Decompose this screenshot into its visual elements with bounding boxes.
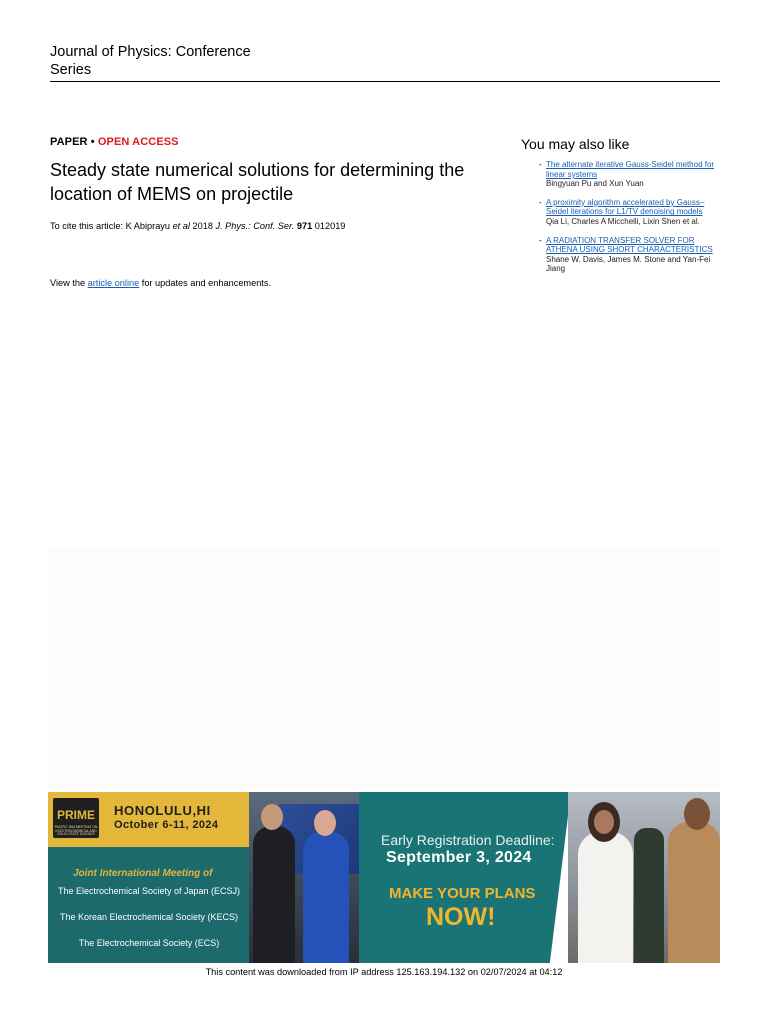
related-link[interactable]: A RADIATION TRANSFER SOLVER FOR ATHENA USING SHORT CHARACTERISTICS xyxy=(546,235,713,255)
banner-society: The Korean Electrochemical Society (KECS) xyxy=(59,912,239,922)
photo-person-head xyxy=(684,798,710,830)
journal-title: Journal of Physics: Conference Series xyxy=(50,44,251,78)
related-item xyxy=(521,160,721,189)
citation-line xyxy=(50,221,500,231)
cite-journal: J. Phys.: Conf. Ser. xyxy=(215,221,295,231)
banner-gold-strip xyxy=(48,792,249,847)
article-title: Steady state numerical solutions for determining the location of MEMS on projectile xyxy=(50,160,465,204)
banner-center-panel xyxy=(359,792,571,963)
sidebar-title: You may also like xyxy=(521,136,630,152)
photo-person xyxy=(253,826,295,963)
banner-dates: October 6-11, 2024 xyxy=(114,819,219,831)
prime-logo-subtitle: PACIFIC RIM MEETING ON ELECTROCHEMICAL AND SOLID STATE SCIENCE xyxy=(54,825,98,837)
banner-photo-networking xyxy=(568,792,720,963)
article-online-link[interactable]: article online xyxy=(87,278,140,288)
empty-ad-area xyxy=(48,548,720,788)
download-note: This content was downloaded from IP address 125.163.194.132 on 02/07/2024 at 04:12 xyxy=(205,967,563,977)
related-item xyxy=(521,236,721,274)
paper-type-line xyxy=(50,136,500,148)
photo-person xyxy=(668,822,720,963)
article-info xyxy=(50,136,500,288)
banner-now: NOW! xyxy=(426,903,496,931)
banner-city: HONOLULU,HI xyxy=(114,803,211,818)
related-authors: Shane W. Davis, James M. Stone and Yan-Fei Jiang xyxy=(546,254,711,274)
cite-etal: et al xyxy=(172,221,190,231)
related-link[interactable]: The alternate iterative Gauss-Seidel method for linear systems xyxy=(546,160,715,179)
view-prefix: View the xyxy=(50,278,88,288)
cite-prefix: To cite this article: K Abiprayu xyxy=(50,221,173,231)
list-dash: - xyxy=(539,160,542,169)
cite-article-number: 012019 xyxy=(312,221,346,231)
view-online-line xyxy=(50,278,500,288)
related-item xyxy=(521,198,721,227)
related-articles-sidebar xyxy=(521,136,721,283)
photo-person xyxy=(634,828,664,963)
paper-type-label: PAPER xyxy=(50,136,88,148)
journal-header xyxy=(50,43,720,82)
related-authors: Bingyuan Pu and Xun Yuan xyxy=(546,179,644,189)
photo-person-head xyxy=(594,810,614,834)
photo-person xyxy=(578,832,633,963)
cite-year: 2018 xyxy=(189,221,216,231)
banner-joint-meeting: Joint International Meeting of xyxy=(73,868,213,879)
banner-deadline-date: September 3, 2024 xyxy=(386,849,532,866)
banner-make-plans: MAKE YOUR PLANS xyxy=(389,885,536,902)
open-access-label: OPEN ACCESS xyxy=(97,136,179,148)
prime-logo: PRIME xyxy=(53,798,99,838)
cite-volume: 971 xyxy=(296,221,313,231)
banner-photo-attendees xyxy=(249,792,359,963)
banner-society: The Electrochemical Society of Japan (ECSJ) xyxy=(57,886,241,896)
related-authors: Qia Li, Charles A Micchelli, Lixin Shen et al. xyxy=(546,216,700,226)
banner-left-panel xyxy=(48,792,249,963)
type-separator: • xyxy=(87,136,98,148)
photo-person-head xyxy=(261,804,283,830)
photo-person xyxy=(303,832,349,963)
banner-society: The Electrochemical Society (ECS) xyxy=(78,938,220,948)
photo-person-head xyxy=(314,810,336,836)
related-list xyxy=(521,160,721,274)
list-dash: - xyxy=(539,235,542,245)
banner-early-registration: Early Registration Deadline: xyxy=(381,832,555,848)
related-link[interactable]: A proximity algorithm accelerated by Gauss–Seidel iterations for L1/TV denoising models xyxy=(546,197,705,217)
conference-banner-ad[interactable] xyxy=(48,792,720,963)
view-suffix: for updates and enhancements. xyxy=(139,278,271,288)
list-dash: - xyxy=(539,197,542,207)
